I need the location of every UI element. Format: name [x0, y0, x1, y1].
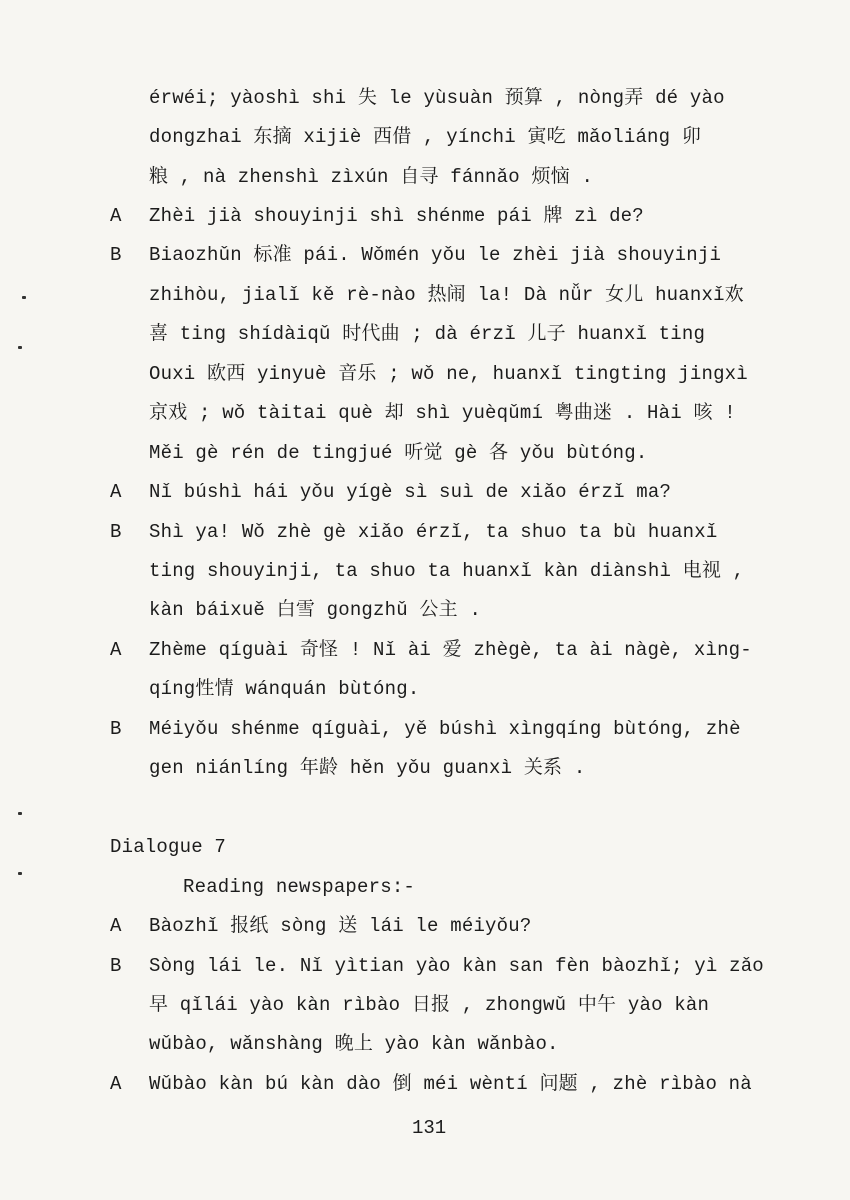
- speaker-label: A: [110, 205, 122, 227]
- text-line: qíng性情 wánquán bùtóng.: [149, 678, 420, 700]
- speaker-label: A: [110, 915, 122, 937]
- speaker-label: B: [110, 955, 122, 977]
- text-line: Sòng lái le. Nǐ yìtian yào kàn san fèn bàozhǐ; yì zǎo: [149, 955, 764, 977]
- speaker-label: B: [110, 718, 122, 740]
- scan-speck: [18, 872, 22, 875]
- text-line: kàn báixuě 白雪 gongzhǔ 公主 .: [149, 599, 482, 621]
- speaker-label: A: [110, 1073, 122, 1095]
- text-line: Nǐ búshì hái yǒu yígè sì suì de xiǎo érzǐ ma?: [149, 481, 672, 503]
- speaker-label: A: [110, 481, 122, 503]
- text-line: Zhème qíguài 奇怪 ! Nǐ ài 爱 zhègè, ta ài nàgè, xìng-: [149, 639, 752, 661]
- text-line: Wǔbào kàn bú kàn dào 倒 méi wèntí 问题 , zhè rìbào nà: [149, 1073, 752, 1095]
- text-line: ting shouyinji, ta shuo ta huanxǐ kàn diànshì 电视 ,: [149, 560, 745, 582]
- text-line: Bàozhǐ 报纸 sòng 送 lái le méiyǒu?: [149, 915, 532, 937]
- text-line: Měi gè rén de tingjué 听觉 gè 各 yǒu bùtóng.: [149, 442, 648, 464]
- section-subheading: Reading newspapers:-: [183, 876, 416, 898]
- text-line: dongzhai 东摘 xijiè 西借 , yínchi 寅吃 mǎoliáng 卯: [149, 126, 702, 148]
- scan-speck: [22, 296, 26, 299]
- text-line: érwéi; yàoshì shi 失 le yùsuàn 预算 , nòng弄 dé yào: [149, 87, 725, 109]
- text-line: Ouxi 欧西 yinyuè 音乐 ; wǒ ne, huanxǐ tingting jingxì: [149, 363, 748, 385]
- text-line: Zhèi jià shouyinji shì shénme pái 牌 zì de?: [149, 205, 644, 227]
- text-line: zhihòu, jialǐ kě rè-nào 热闹 la! Dà nǚr 女儿 huanxǐ欢: [149, 284, 744, 306]
- text-line: Shì ya! Wǒ zhè gè xiǎo érzǐ, ta shuo ta bù huanxǐ: [149, 521, 718, 543]
- text-line: gen niánlíng 年龄 hěn yǒu guanxì 关系 .: [149, 757, 586, 779]
- speaker-label: B: [110, 244, 122, 266]
- section-heading: Dialogue 7: [110, 836, 227, 858]
- text-line: wǔbào, wǎnshàng 晚上 yào kàn wǎnbào.: [149, 1033, 559, 1055]
- scan-speck: [18, 346, 22, 349]
- text-line: 粮 , nà zhenshì zìxún 自寻 fánnǎo 烦恼 .: [149, 166, 594, 188]
- text-line: Biaozhǔn 标准 pái. Wǒmén yǒu le zhèi jià shouyinji: [149, 244, 722, 266]
- speaker-label: A: [110, 639, 122, 661]
- text-line: 京戏 ; wǒ tàitai què 却 shì yuèqǔmí 粤曲迷 . Hài 咳 !: [149, 402, 736, 424]
- text-line: 喜 ting shídàiqǔ 时代曲 ; dà érzǐ 儿子 huanxǐ ting: [149, 323, 706, 345]
- text-line: Méiyǒu shénme qíguài, yě búshì xìngqíng bùtóng, zhè: [149, 718, 741, 740]
- page-number: 131: [412, 1117, 447, 1139]
- scan-speck: [18, 812, 22, 815]
- text-line: 早 qǐlái yào kàn rìbào 日报 , zhongwǔ 中午 yào kàn: [149, 994, 710, 1016]
- speaker-label: B: [110, 521, 122, 543]
